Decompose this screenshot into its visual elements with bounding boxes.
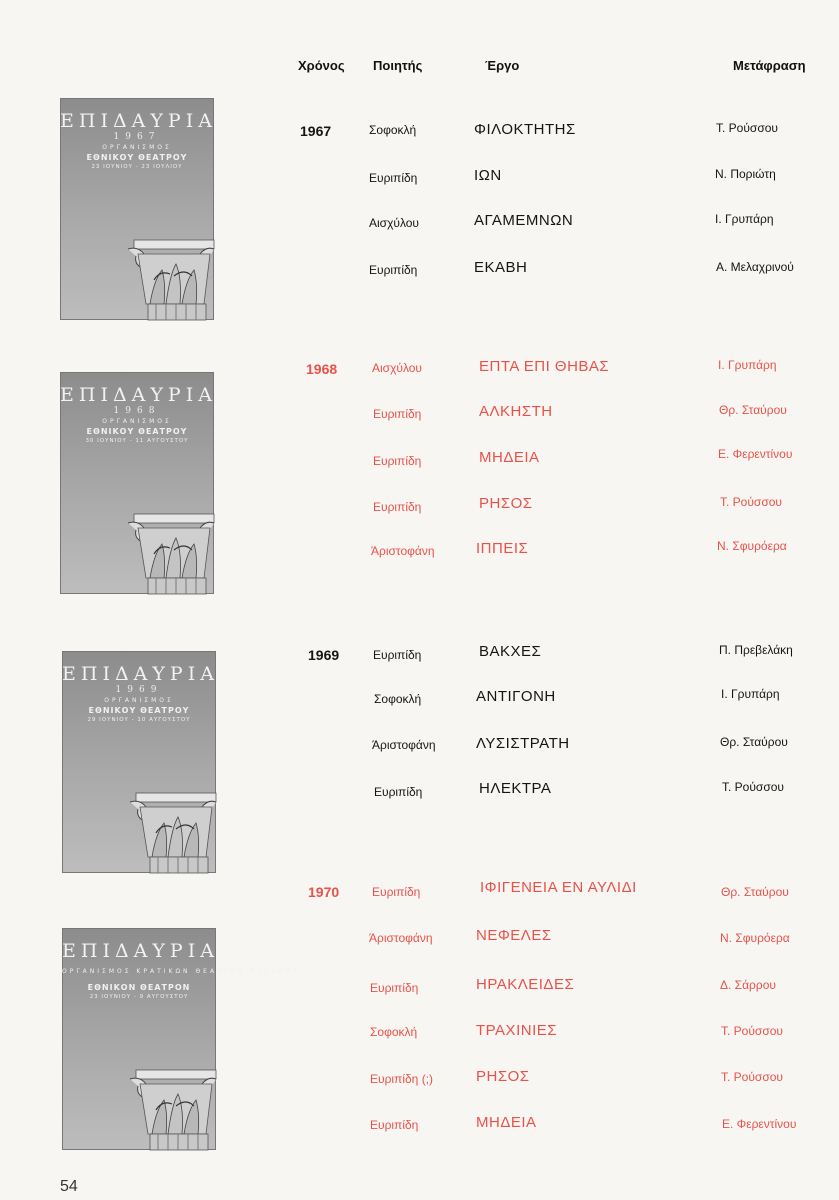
translator-cell: Α. Μελαχρινού bbox=[716, 260, 794, 274]
poet-cell: Ευριπίδη bbox=[373, 648, 422, 662]
translator-cell: Τ. Ρούσσου bbox=[716, 121, 778, 135]
poster-title: ΕΠΙΔΑΥΡΙΑ bbox=[60, 384, 217, 406]
work-cell: ΦΙΛΟΚΤΗΤΗΣ bbox=[474, 121, 576, 138]
translator-cell: Ε. Φερεντίνου bbox=[718, 447, 793, 461]
poet-cell: Ευριπίδη bbox=[369, 263, 418, 277]
table-row bbox=[0, 735, 839, 755]
table-row bbox=[0, 1068, 839, 1088]
page-number: 54 bbox=[60, 1178, 78, 1195]
poet-cell: Άριστοφάνη bbox=[372, 738, 436, 752]
work-cell: ΑΛΚΗΣΤΗ bbox=[479, 403, 553, 420]
poster-title: ΕΠΙΔΑΥΡΙΑ bbox=[62, 663, 219, 685]
header-year: Χρόνος bbox=[298, 58, 345, 73]
poet-cell: Ευριπίδη bbox=[372, 885, 421, 899]
poster-line: ΟΡΓΑΝΙΣΜΟΣ bbox=[104, 697, 174, 704]
work-cell: ΝΕΦΕΛΕΣ bbox=[476, 927, 552, 944]
translator-cell: Ε. Φερεντίνου bbox=[722, 1117, 797, 1131]
translator-cell: Τ. Ρούσσου bbox=[721, 1024, 783, 1038]
season-year: 1967 bbox=[300, 123, 332, 139]
poster-line: 30 ΙΟΥΝΙΟΥ - 11 ΑΥΓΟΥΣΤΟΥ bbox=[85, 438, 189, 444]
table-row bbox=[0, 780, 839, 800]
poet-cell: Αισχύλου bbox=[372, 361, 422, 375]
table-row bbox=[0, 212, 839, 232]
column-capital-image bbox=[114, 240, 214, 320]
header-work: Έργο bbox=[485, 58, 520, 73]
poet-cell: Ευριπίδη bbox=[370, 981, 419, 995]
table-row bbox=[0, 495, 839, 515]
translator-cell: Θρ. Σταύρου bbox=[719, 403, 787, 417]
column-capital-image bbox=[116, 793, 216, 873]
table-row bbox=[0, 688, 839, 708]
table-row bbox=[0, 1022, 839, 1042]
poster-line: ΕΘΝΙΚΟΥ ΘΕΑΤΡΟΥ bbox=[86, 427, 188, 436]
table-row bbox=[0, 927, 839, 947]
poet-cell: Ευριπίδη (;) bbox=[370, 1072, 434, 1086]
table-row bbox=[0, 1114, 839, 1134]
translator-cell: Ι. Γρυπάρη bbox=[718, 358, 777, 372]
season-year: 1970 bbox=[308, 884, 340, 900]
poet-cell: Ευριπίδη bbox=[369, 171, 418, 185]
poet-cell: Σοφοκλή bbox=[369, 123, 417, 137]
poet-cell: Αισχύλου bbox=[369, 216, 419, 230]
poster-line: ΕΘΝΙΚΟΥ ΘΕΑΤΡΟΥ bbox=[88, 706, 190, 715]
poster-line: ΕΘΝΙΚΟΝ ΘΕΑΤΡΟΝ bbox=[87, 983, 191, 992]
poster-title: ΕΠΙΔΑΥΡΙΑ bbox=[62, 940, 219, 962]
poster-line: 23 ΙΟΥΝΙΟΥ - 23 ΙΟΥΛΙΟΥ bbox=[91, 164, 183, 170]
translator-cell: Δ. Σάρρου bbox=[720, 978, 776, 992]
translator-cell: Τ. Ρούσσου bbox=[721, 1070, 783, 1084]
table-row bbox=[0, 167, 839, 187]
poet-cell: Ευριπίδη bbox=[373, 454, 422, 468]
translator-cell: Π. Πρεβελάκη bbox=[719, 643, 793, 657]
work-cell: ΡΗΣΟΣ bbox=[479, 495, 533, 512]
work-cell: ΤΡΑΧΙΝΙΕΣ bbox=[476, 1022, 558, 1039]
table-row bbox=[0, 643, 839, 663]
poster-1969 bbox=[62, 651, 219, 873]
work-cell: ΛΥΣΙΣΤΡΑΤΗ bbox=[476, 735, 570, 752]
poster-title: ΕΠΙΔΑΥΡΙΑ bbox=[60, 110, 217, 132]
poster-year: 1967 bbox=[113, 132, 161, 142]
header-poet: Ποιητής bbox=[373, 58, 423, 73]
season-year: 1969 bbox=[308, 647, 340, 663]
poet-cell: Σοφοκλή bbox=[374, 692, 422, 706]
work-cell: ΙΦΙΓΕΝΕΙΑ ΕΝ ΑΥΛΙΔΙ bbox=[480, 879, 637, 896]
table-row bbox=[0, 540, 839, 560]
translator-cell: Ι. Γρυπάρη bbox=[715, 212, 774, 226]
translator-cell: Ι. Γρυπάρη bbox=[721, 687, 780, 701]
table-row bbox=[0, 449, 839, 469]
translator-cell: Θρ. Σταύρου bbox=[720, 735, 788, 749]
work-cell: ΕΠΤΑ ΕΠΙ ΘΗΒΑΣ bbox=[479, 358, 610, 375]
table-row bbox=[0, 259, 839, 279]
work-cell: ΕΚΑΒΗ bbox=[474, 259, 528, 276]
poster-line: 23 ΙΟΥΝΙΟΥ - 9 ΑΥΓΟΥΣΤΟΥ bbox=[89, 994, 189, 1000]
poet-cell: Ευριπίδη bbox=[374, 785, 423, 799]
table-row bbox=[0, 879, 839, 899]
work-cell: ΒΑΚΧΕΣ bbox=[479, 643, 542, 660]
work-cell: ΑΝΤΙΓΟΝΗ bbox=[476, 688, 556, 705]
translator-cell: Ν. Ποριώτη bbox=[715, 167, 776, 181]
translator-cell: Ν. Σφυρόερα bbox=[720, 931, 790, 945]
table-row bbox=[0, 403, 839, 423]
work-cell: ΙΠΠΕΙΣ bbox=[476, 540, 529, 557]
poet-cell: Ευριπίδη bbox=[370, 1118, 419, 1132]
translator-cell: Τ. Ρούσσου bbox=[720, 495, 782, 509]
poet-cell: Σοφοκλή bbox=[370, 1025, 418, 1039]
poster-line: 29 ΙΟΥΝΙΟΥ - 10 ΑΥΓΟΥΣΤΟΥ bbox=[87, 717, 191, 723]
work-cell: ΜΗΔΕΙΑ bbox=[479, 449, 540, 466]
table-row bbox=[0, 358, 839, 378]
work-cell: ΡΗΣΟΣ bbox=[476, 1068, 530, 1085]
table-row bbox=[0, 976, 839, 996]
poet-cell: Άριστοφάνη bbox=[371, 544, 435, 558]
translator-cell: Θρ. Σταύρου bbox=[721, 885, 789, 899]
poster-line: ΕΘΝΙΚΟΥ ΘΕΑΤΡΟΥ bbox=[86, 153, 188, 162]
work-cell: ΗΛΕΚΤΡΑ bbox=[479, 780, 552, 797]
poster-year: 1968 bbox=[113, 406, 161, 416]
work-cell: ΑΓΑΜΕΜΝΩΝ bbox=[474, 212, 574, 229]
poster-line: ΟΡΓΑΝΙΣΜΟΣ bbox=[102, 144, 172, 151]
work-cell: ΜΗΔΕΙΑ bbox=[476, 1114, 537, 1131]
poster-year: 1969 bbox=[115, 685, 163, 695]
translator-cell: Ν. Σφυρόερα bbox=[717, 539, 787, 553]
poet-cell: Ευριπίδη bbox=[373, 407, 422, 421]
poster-line: ΟΡΓΑΝΙΣΜΟΣ bbox=[102, 418, 172, 425]
season-year: 1968 bbox=[306, 361, 338, 377]
poet-cell: Άριστοφάνη bbox=[369, 931, 433, 945]
header-translation: Μετάφραση bbox=[733, 58, 806, 73]
work-cell: ΙΩΝ bbox=[474, 167, 502, 184]
translator-cell: Τ. Ρούσσου bbox=[722, 780, 784, 794]
table-row bbox=[0, 121, 839, 141]
work-cell: ΗΡΑΚΛΕΙΔΕΣ bbox=[476, 976, 575, 993]
poet-cell: Ευριπίδη bbox=[373, 500, 422, 514]
poster-line: ΟΡΓΑΝΙΣΜΟΣ ΚΡΑΤΙΚΩΝ ΘΕΑΤΡΩΝ ΕΛΛΑΔΟΣ bbox=[62, 968, 301, 975]
